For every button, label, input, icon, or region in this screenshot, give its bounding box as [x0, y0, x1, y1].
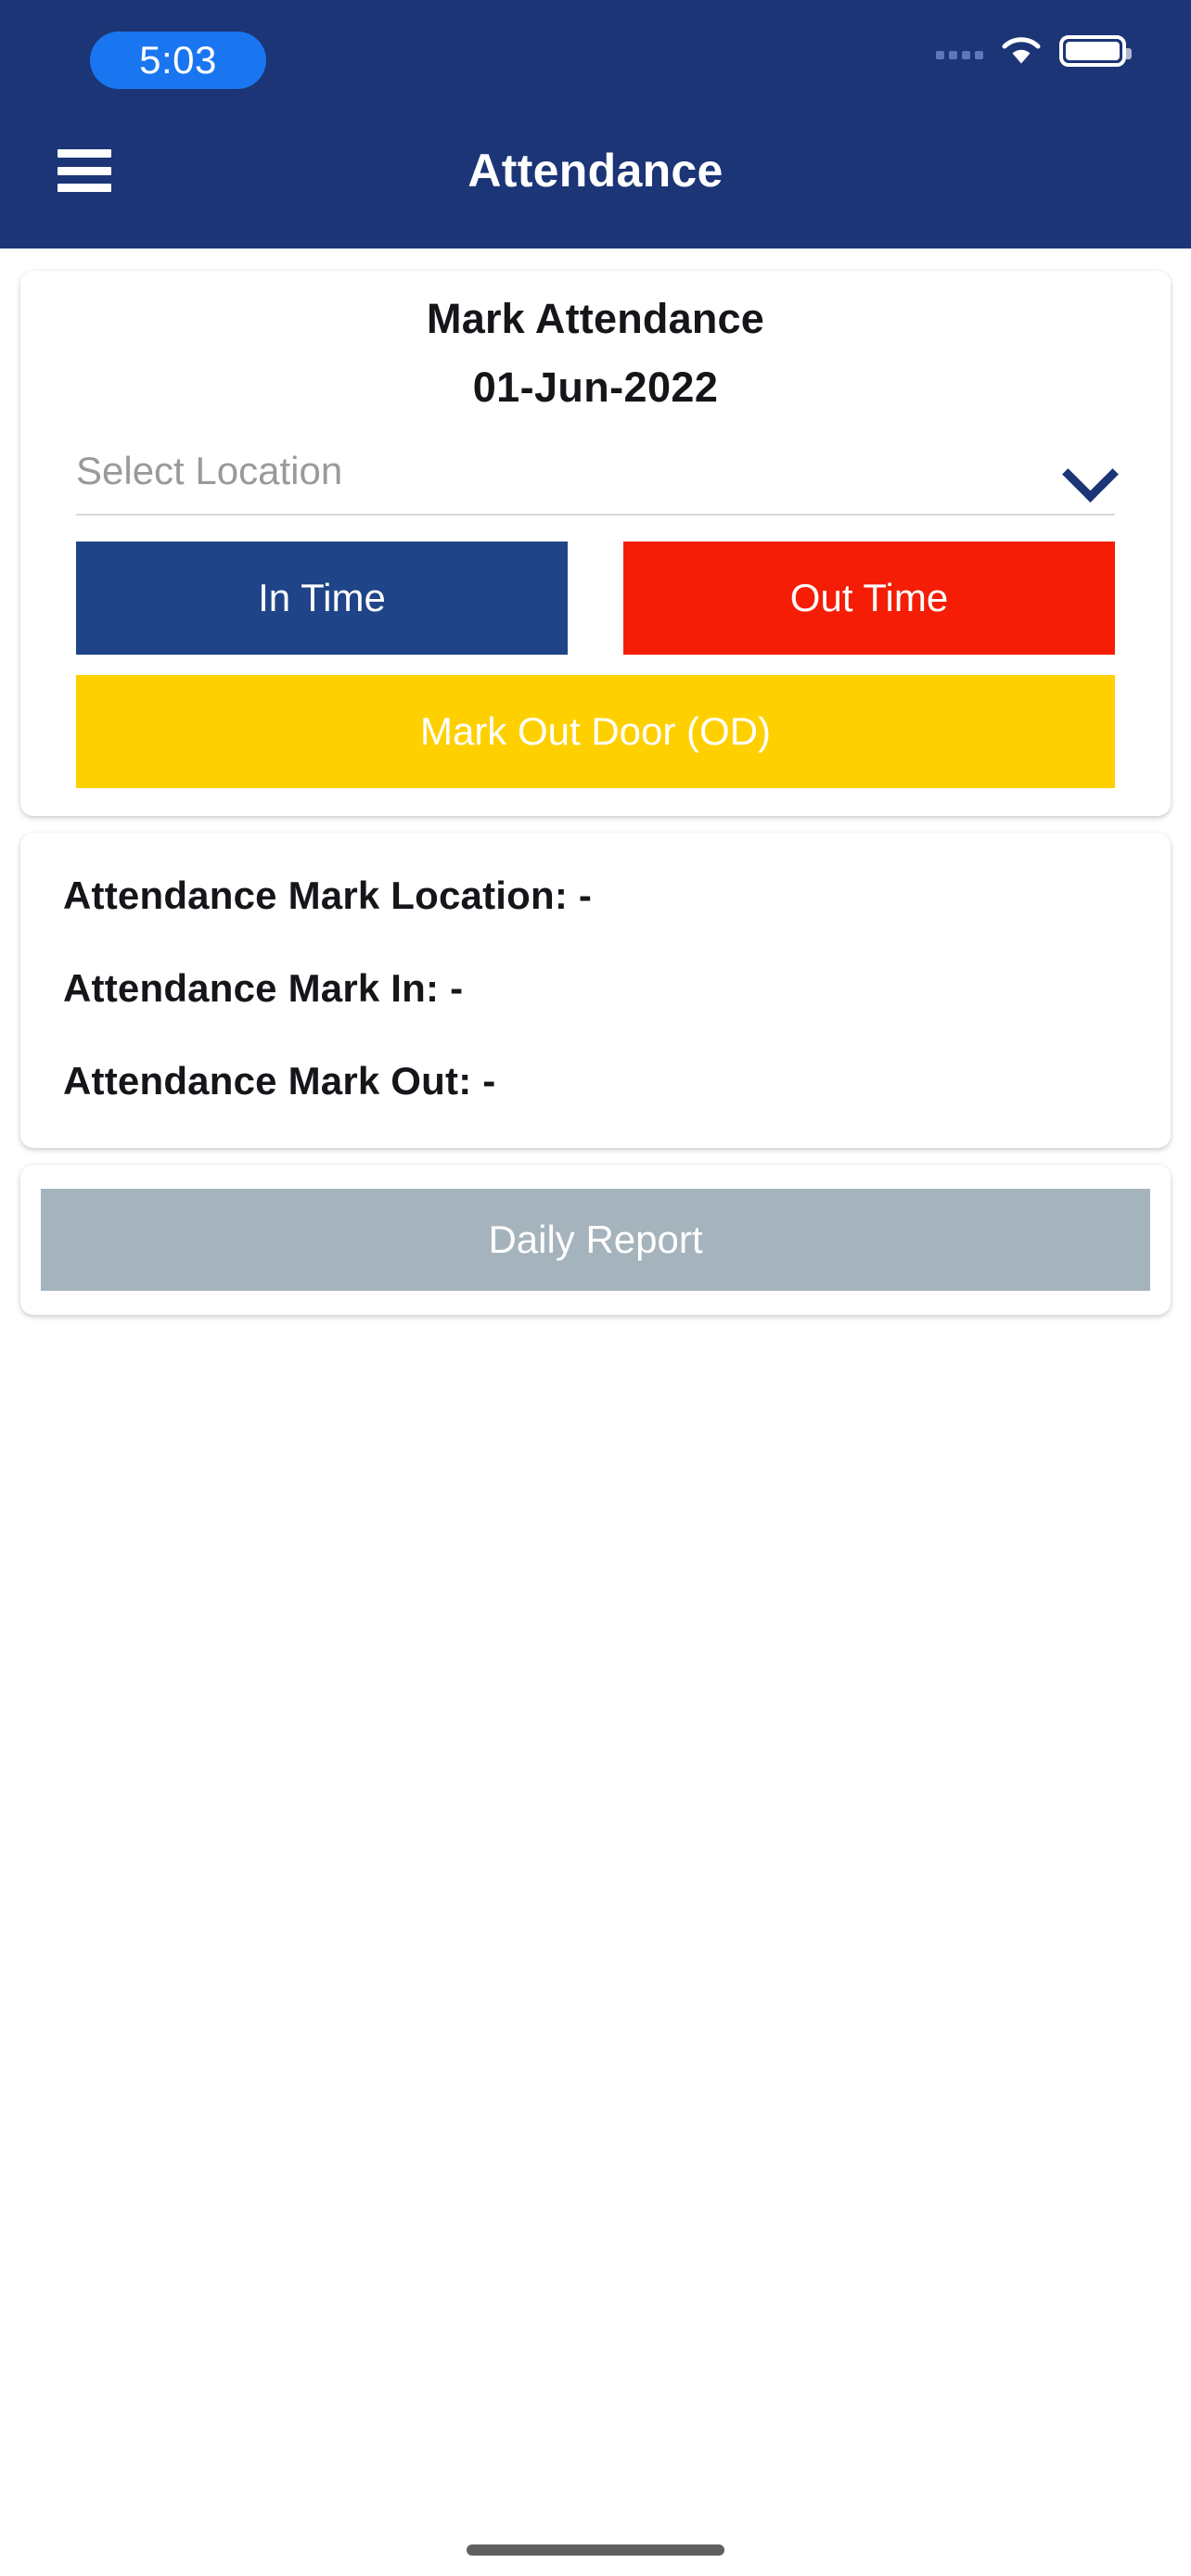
status-bar — [0, 0, 1191, 93]
attendance-mark-in: Attendance Mark In: - — [63, 966, 464, 1010]
hamburger-menu-icon[interactable] — [58, 149, 111, 192]
status-bar-icons — [936, 35, 1126, 67]
in-time-button[interactable]: In Time — [76, 542, 568, 655]
main-content — [0, 249, 1191, 2576]
attendance-info-card — [20, 833, 1171, 1148]
out-time-button[interactable]: Out Time — [623, 542, 1115, 655]
wifi-icon — [1000, 35, 1043, 67]
status-bar-time: 5:03 — [90, 32, 266, 89]
app-bar — [0, 93, 1191, 249]
daily-report-card — [20, 1165, 1171, 1315]
location-select[interactable] — [76, 449, 1115, 516]
page-title: Attendance — [467, 145, 724, 197]
mark-attendance-title: Mark Attendance — [427, 295, 764, 342]
mark-attendance-card — [20, 271, 1171, 816]
time-button-row — [76, 542, 1115, 655]
daily-report-button[interactable]: Daily Report — [41, 1189, 1150, 1291]
mark-out-door-button[interactable]: Mark Out Door (OD) — [76, 675, 1115, 788]
signal-dots-icon — [936, 39, 983, 63]
mark-attendance-date: 01-Jun-2022 — [472, 363, 719, 411]
battery-icon — [1059, 35, 1126, 67]
home-indicator — [467, 2544, 724, 2556]
attendance-mark-location: Attendance Mark Location: - — [63, 874, 593, 917]
attendance-mark-out: Attendance Mark Out: - — [63, 1059, 496, 1103]
location-select-placeholder: Select Location — [76, 449, 343, 492]
chevron-down-icon[interactable] — [1063, 453, 1115, 490]
